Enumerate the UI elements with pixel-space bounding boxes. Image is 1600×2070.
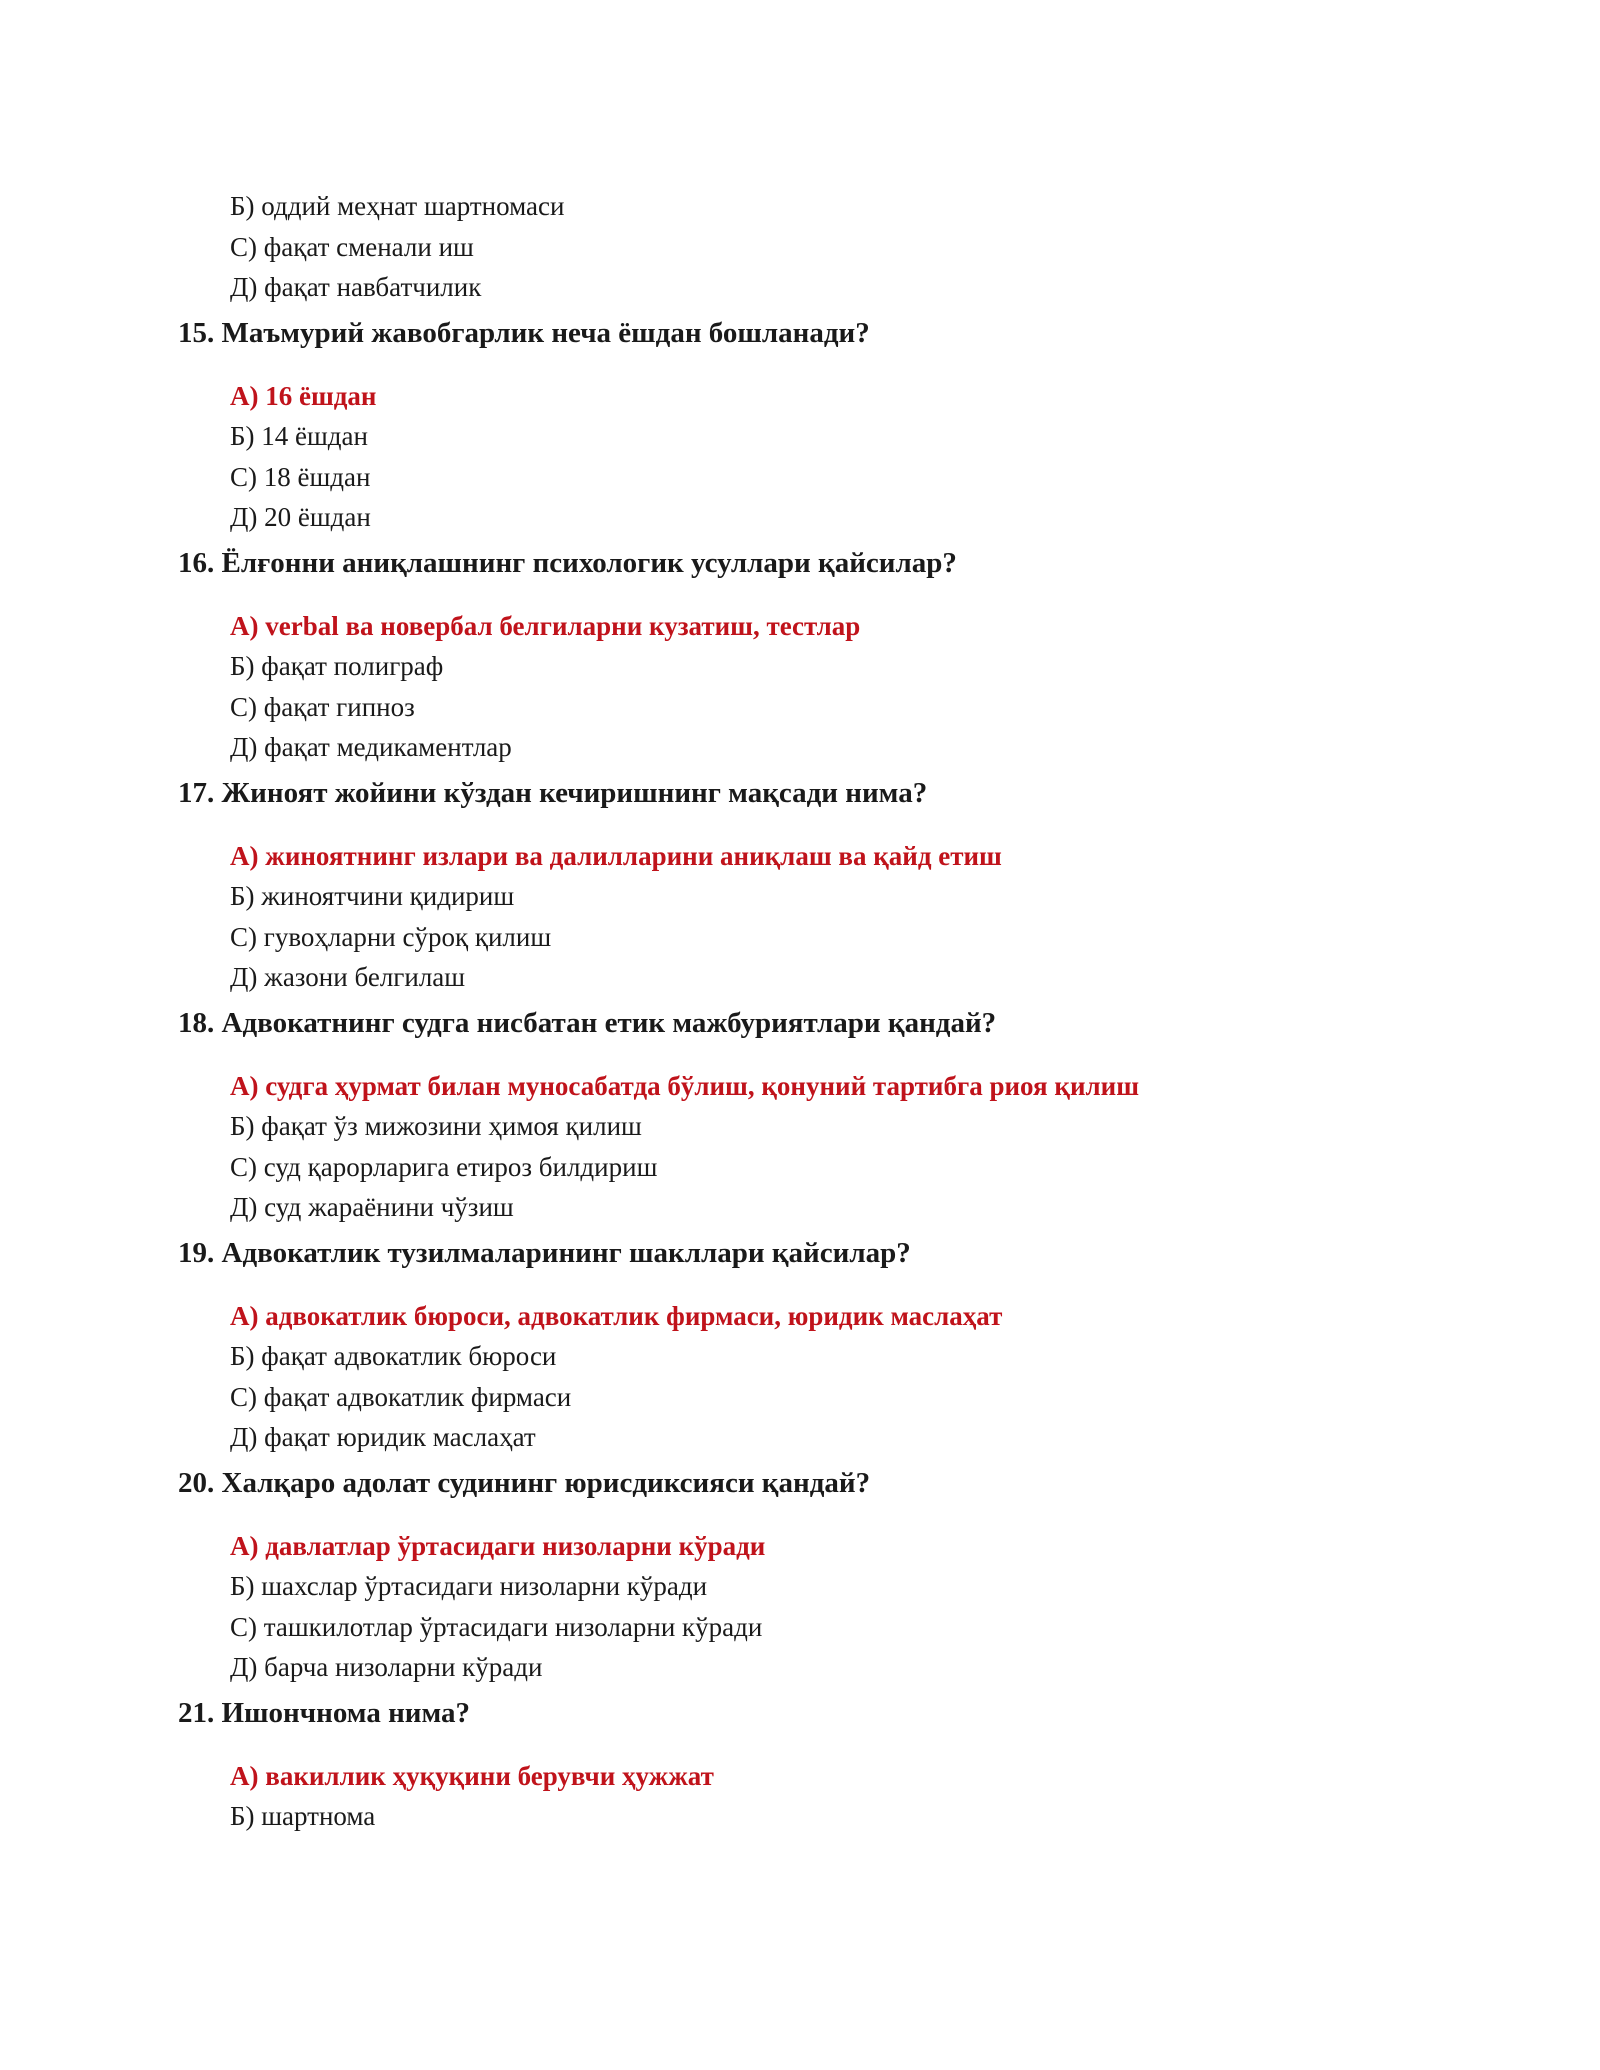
answer-option: Б) 14 ёшдан bbox=[230, 421, 368, 451]
answer-option: Д) суд жараёнини чўзиш bbox=[230, 1192, 514, 1222]
correct-answer-option: А) адвокатлик бюроси, адвокатлик фирмаси, юридик маслаҳат bbox=[230, 1300, 1003, 1331]
lead-options bbox=[0, 186, 1600, 308]
question-block bbox=[0, 543, 1600, 768]
answer-options bbox=[0, 1526, 1600, 1688]
question-block bbox=[0, 1463, 1600, 1688]
answer-options bbox=[0, 1066, 1600, 1228]
answer-options bbox=[0, 1756, 1600, 1837]
correct-answer-option: А) вакиллик ҳуқуқини берувчи ҳужжат bbox=[230, 1760, 714, 1791]
answer-option: Д) жазони белгилаш bbox=[230, 962, 466, 992]
answer-option: Б) оддий меҳнат шартномаси bbox=[230, 191, 565, 221]
answer-option: Д) фақат юридик маслаҳат bbox=[230, 1422, 536, 1452]
answer-option: Д) фақат медикаментлар bbox=[230, 732, 512, 762]
answer-option: С) фақат адвокатлик фирмаси bbox=[230, 1381, 572, 1412]
answer-option: Д) барча низоларни кўради bbox=[230, 1652, 543, 1682]
answer-option: С) фақат сменали иш bbox=[230, 231, 474, 262]
answer-option: Д) фақат навбатчилик bbox=[230, 272, 482, 302]
question-block bbox=[0, 1233, 1600, 1458]
answer-option: Б) фақат адвокатлик бюроси bbox=[230, 1341, 557, 1371]
answer-options bbox=[0, 376, 1600, 538]
question-title: 17. Жиноят жойини кўздан кечиришнинг мақсади нима? bbox=[178, 776, 928, 809]
question-title: 21. Ишончнома нима? bbox=[178, 1696, 471, 1729]
question-block bbox=[0, 1693, 1600, 1837]
correct-answer-option: А) жиноятнинг излари ва далилларини аниқлаш ва қайд етиш bbox=[230, 840, 1002, 871]
answer-options bbox=[0, 1296, 1600, 1458]
answer-option: С) гувоҳларни сўроқ қилиш bbox=[230, 921, 552, 952]
correct-answer-option: А) судга ҳурмат билан муносабатда бўлиш, қонуний тартибга риоя қилиш bbox=[230, 1070, 1139, 1101]
answer-option: С) 18 ёшдан bbox=[230, 461, 371, 492]
question-list bbox=[0, 313, 1600, 1837]
answer-option: С) фақат гипноз bbox=[230, 691, 415, 722]
question-title: 18. Адвокатнинг судга нисбатан етик мажбуриятлари қандай? bbox=[178, 1006, 997, 1039]
correct-answer-option: А) 16 ёшдан bbox=[230, 380, 377, 411]
answer-option: Б) фақат ўз мижозини ҳимоя қилиш bbox=[230, 1111, 642, 1141]
answer-option: Д) 20 ёшдан bbox=[230, 502, 371, 532]
answer-option: Б) шахслар ўртасидаги низоларни кўради bbox=[230, 1571, 708, 1601]
question-block bbox=[0, 773, 1600, 998]
answer-option: С) ташкилотлар ўртасидаги низоларни кўради bbox=[230, 1611, 763, 1642]
answer-option: Б) жиноятчини қидириш bbox=[230, 881, 515, 911]
question-block bbox=[0, 313, 1600, 538]
correct-answer-option: А) давлатлар ўртасидаги низоларни кўради bbox=[230, 1530, 766, 1561]
question-title: 19. Адвокатлик тузилмаларининг шакллари қайсилар? bbox=[178, 1236, 911, 1269]
question-title: 15. Маъмурий жавобгарлик неча ёшдан бошланади? bbox=[178, 316, 870, 349]
question-block bbox=[0, 1003, 1600, 1228]
question-title: 20. Халқаро адолат судининг юрисдиксияси қандай? bbox=[178, 1466, 871, 1499]
answer-options bbox=[0, 606, 1600, 768]
answer-options bbox=[0, 836, 1600, 998]
answer-option: Б) шартнома bbox=[230, 1801, 376, 1831]
correct-answer-option: А) verbal ва новербал белгиларни кузатиш, тестлар bbox=[230, 610, 861, 641]
question-title: 16. Ёлғонни аниқлашнинг психологик усуллари қайсилар? bbox=[178, 546, 957, 579]
answer-option: Б) фақат полиграф bbox=[230, 651, 444, 681]
answer-option: С) суд қарорларига етироз билдириш bbox=[230, 1151, 658, 1182]
